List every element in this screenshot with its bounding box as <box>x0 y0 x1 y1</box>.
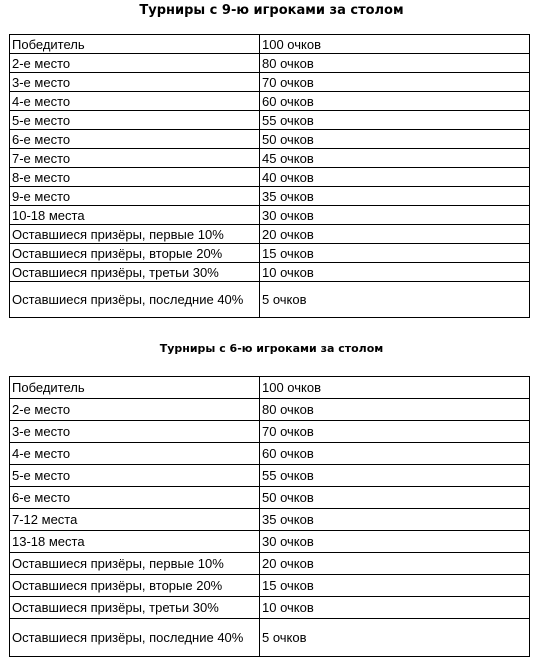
place-cell: 7-е место <box>10 149 260 168</box>
points-cell: 35 очков <box>260 509 530 531</box>
table-row <box>10 111 530 130</box>
place-cell: 10-18 места <box>10 206 260 225</box>
points-table-6-players <box>9 376 530 657</box>
place-cell: 6-е место <box>10 487 260 509</box>
points-cell: 5 очков <box>260 282 530 318</box>
place-cell: Победитель <box>10 377 260 399</box>
points-cell: 100 очков <box>260 377 530 399</box>
points-cell: 80 очков <box>260 54 530 73</box>
table-row <box>10 187 530 206</box>
place-cell: Оставшиеся призёры, последние 40% <box>10 619 260 657</box>
table-row <box>10 130 530 149</box>
table-row <box>10 168 530 187</box>
points-table-9-players <box>9 34 530 318</box>
points-cell: 20 очков <box>260 225 530 244</box>
points-cell: 30 очков <box>260 206 530 225</box>
table-row <box>10 421 530 443</box>
table-row <box>10 35 530 54</box>
place-cell: 3-е место <box>10 421 260 443</box>
place-cell: 5-е место <box>10 465 260 487</box>
place-cell: 13-18 места <box>10 531 260 553</box>
place-cell: 5-е место <box>10 111 260 130</box>
points-cell: 35 очков <box>260 187 530 206</box>
points-cell: 30 очков <box>260 531 530 553</box>
points-cell: 50 очков <box>260 130 530 149</box>
table-row <box>10 244 530 263</box>
points-cell: 5 очков <box>260 619 530 657</box>
place-cell: Оставшиеся призёры, первые 10% <box>10 553 260 575</box>
table-row <box>10 54 530 73</box>
place-cell: Победитель <box>10 35 260 54</box>
table-row <box>10 206 530 225</box>
table-row <box>10 509 530 531</box>
place-cell: Оставшиеся призёры, первые 10% <box>10 225 260 244</box>
table-row <box>10 225 530 244</box>
place-cell: 4-е место <box>10 443 260 465</box>
place-cell: 4-е место <box>10 92 260 111</box>
points-cell: 45 очков <box>260 149 530 168</box>
points-cell: 10 очков <box>260 263 530 282</box>
points-cell: 10 очков <box>260 597 530 619</box>
points-cell: 70 очков <box>260 73 530 92</box>
table-row <box>10 575 530 597</box>
points-cell: 55 очков <box>260 111 530 130</box>
table-row <box>10 597 530 619</box>
place-cell: 7-12 места <box>10 509 260 531</box>
table-row <box>10 282 530 318</box>
points-cell: 100 очков <box>260 35 530 54</box>
points-cell: 15 очков <box>260 575 530 597</box>
place-cell: 8-е место <box>10 168 260 187</box>
points-cell: 50 очков <box>260 487 530 509</box>
table-row <box>10 487 530 509</box>
table-row <box>10 92 530 111</box>
place-cell: Оставшиеся призёры, третьи 30% <box>10 263 260 282</box>
table-row <box>10 443 530 465</box>
section-title-6-players: Турниры с 6-ю игроками за столом <box>159 342 384 355</box>
table-row <box>10 531 530 553</box>
place-cell: Оставшиеся призёры, последние 40% <box>10 282 260 318</box>
place-cell: Оставшиеся призёры, третьи 30% <box>10 597 260 619</box>
points-cell: 55 очков <box>260 465 530 487</box>
points-cell: 40 очков <box>260 168 530 187</box>
place-cell: 2-е место <box>10 399 260 421</box>
place-cell: 6-е место <box>10 130 260 149</box>
table-row <box>10 263 530 282</box>
points-cell: 80 очков <box>260 399 530 421</box>
points-cell: 60 очков <box>260 443 530 465</box>
table-row <box>10 377 530 399</box>
points-cell: 20 очков <box>260 553 530 575</box>
points-cell: 70 очков <box>260 421 530 443</box>
table-row <box>10 73 530 92</box>
table-row <box>10 149 530 168</box>
place-cell: 2-е место <box>10 54 260 73</box>
place-cell: 3-е место <box>10 73 260 92</box>
section-title-9-players: Турниры с 9-ю игроками за столом <box>139 3 404 18</box>
table-row <box>10 465 530 487</box>
place-cell: 9-е место <box>10 187 260 206</box>
points-cell: 15 очков <box>260 244 530 263</box>
place-cell: Оставшиеся призёры, вторые 20% <box>10 244 260 263</box>
table-row <box>10 399 530 421</box>
points-cell: 60 очков <box>260 92 530 111</box>
table-row <box>10 553 530 575</box>
table-row <box>10 619 530 657</box>
place-cell: Оставшиеся призёры, вторые 20% <box>10 575 260 597</box>
